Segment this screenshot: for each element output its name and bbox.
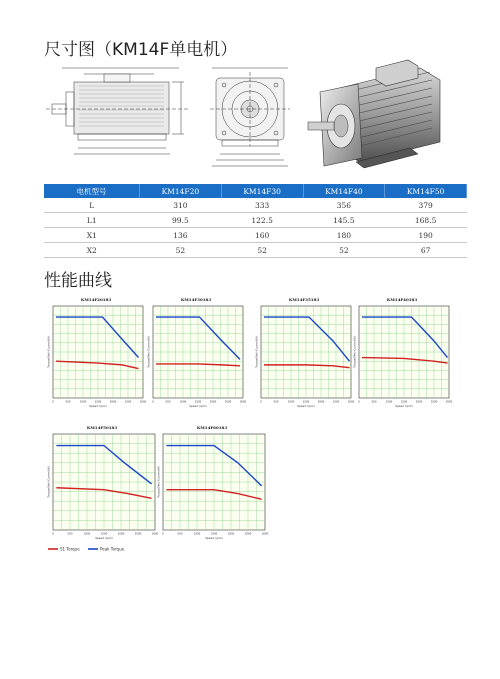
table-row xyxy=(44,228,467,243)
x-axis-label: Speed (rpm) xyxy=(189,404,207,408)
table-cell: 52 xyxy=(221,243,303,258)
x-tick-label: 1500 xyxy=(302,400,310,404)
x-tick-label: 500 xyxy=(177,532,183,536)
chart-title: KM14F30183 xyxy=(180,297,212,302)
y-axis-label: Torque(Nm) Current(A) xyxy=(46,336,51,368)
x-tick-label: 1000 xyxy=(287,400,295,404)
x-tick-label: 2500 xyxy=(224,400,232,404)
table-cell: 122.5 xyxy=(221,213,303,228)
chart-canvas xyxy=(46,296,146,410)
table-cell: L1 xyxy=(44,213,140,228)
y-axis-label: Torque(Nm) Current(A) xyxy=(254,336,259,368)
x-tick-label: 3000 xyxy=(139,400,146,404)
motor-3d-render xyxy=(300,50,450,180)
x-tick-label: 1500 xyxy=(210,532,218,536)
x-axis-label: Speed (rpm) xyxy=(297,404,315,408)
chart-canvas xyxy=(254,296,354,410)
x-tick-label: 3000 xyxy=(239,400,246,404)
spec-table-header-cell: KM14F40 xyxy=(303,184,385,198)
chart-title: KM14F60183 xyxy=(196,425,228,430)
table-row xyxy=(44,198,467,213)
x-tick-label: 0 xyxy=(52,400,54,404)
table-cell: X1 xyxy=(44,228,140,243)
x-tick-label: 2500 xyxy=(124,400,132,404)
x-tick-label: 2000 xyxy=(415,400,423,404)
spec-table-header-cell: KM14F30 xyxy=(221,184,303,198)
table-cell: 168.5 xyxy=(385,213,467,228)
x-tick-label: 500 xyxy=(165,400,171,404)
x-tick-label: 1000 xyxy=(179,400,187,404)
table-row xyxy=(44,213,467,228)
x-tick-label: 2000 xyxy=(227,532,235,536)
x-tick-label: 500 xyxy=(273,400,279,404)
curves-title: 性能曲线 xyxy=(44,271,112,291)
x-axis-label: Speed (rpm) xyxy=(395,404,413,408)
x-tick-label: 500 xyxy=(67,532,73,536)
performance-chart xyxy=(254,296,354,410)
x-axis-label: Speed (rpm) xyxy=(95,536,113,540)
x-tick-label: 2000 xyxy=(209,400,217,404)
x-axis-label: Speed (rpm) xyxy=(205,536,223,540)
dimension-title: 尺寸图（KM14F单电机） xyxy=(44,40,238,60)
chart-canvas xyxy=(156,424,268,542)
x-tick-label: 2000 xyxy=(117,532,125,536)
motor-side-view-drawing xyxy=(44,62,194,162)
y-axis-label: Torque(Nm) Current(A) xyxy=(156,466,161,498)
spec-table-header-row xyxy=(44,184,467,198)
x-tick-label: 500 xyxy=(65,400,71,404)
table-cell: 67 xyxy=(385,243,467,258)
x-tick-label: 0 xyxy=(358,400,360,404)
x-tick-label: 2500 xyxy=(244,532,252,536)
chart-legend xyxy=(48,545,168,553)
performance-chart xyxy=(46,296,146,410)
table-cell: 52 xyxy=(303,243,385,258)
chart-title: KM14F40183 xyxy=(386,297,418,302)
x-tick-label: 1000 xyxy=(83,532,91,536)
performance-chart xyxy=(156,424,268,542)
x-tick-label: 3000 xyxy=(261,532,268,536)
x-tick-label: 1000 xyxy=(193,532,201,536)
table-row xyxy=(44,243,467,258)
performance-chart xyxy=(46,424,158,542)
legend-label: Peak Torque xyxy=(100,546,125,552)
x-tick-label: 2000 xyxy=(109,400,117,404)
x-tick-label: 2500 xyxy=(332,400,340,404)
table-cell: 379 xyxy=(385,198,467,213)
table-cell: 333 xyxy=(221,198,303,213)
table-cell: 356 xyxy=(303,198,385,213)
x-tick-label: 1500 xyxy=(94,400,102,404)
chart-title: KM14F20183 xyxy=(80,297,112,302)
chart-title: KM14F50183 xyxy=(86,425,118,430)
x-tick-label: 3000 xyxy=(347,400,354,404)
table-cell: X2 xyxy=(44,243,140,258)
x-tick-label: 1500 xyxy=(100,532,108,536)
performance-chart xyxy=(352,296,452,410)
table-cell: 145.5 xyxy=(303,213,385,228)
table-cell: L xyxy=(44,198,140,213)
x-tick-label: 2500 xyxy=(430,400,438,404)
chart-canvas xyxy=(352,296,452,410)
y-axis-label: Torque(Nm) Current(A) xyxy=(146,336,151,368)
x-tick-label: 1500 xyxy=(194,400,202,404)
table-cell: 190 xyxy=(385,228,467,243)
x-tick-label: 0 xyxy=(162,532,164,536)
x-tick-label: 0 xyxy=(52,532,54,536)
x-tick-label: 0 xyxy=(152,400,154,404)
spec-table-header-cell: KM14F50 xyxy=(385,184,467,198)
table-cell: 310 xyxy=(140,198,222,213)
chart-canvas xyxy=(146,296,246,410)
performance-chart xyxy=(146,296,246,410)
y-axis-label: Torque(Nm) Current(A) xyxy=(352,336,357,368)
x-tick-label: 3000 xyxy=(151,532,158,536)
table-cell: 160 xyxy=(221,228,303,243)
x-tick-label: 3000 xyxy=(445,400,452,404)
x-tick-label: 500 xyxy=(371,400,377,404)
x-tick-label: 1000 xyxy=(79,400,87,404)
table-cell: 136 xyxy=(140,228,222,243)
spec-table xyxy=(44,184,467,258)
x-tick-label: 1000 xyxy=(385,400,393,404)
table-cell: 99.5 xyxy=(140,213,222,228)
spec-table-header-cell: KM14F20 xyxy=(140,184,222,198)
table-cell: 180 xyxy=(303,228,385,243)
chart-title: KM14F35183 xyxy=(288,297,320,302)
x-tick-label: 0 xyxy=(260,400,262,404)
motor-front-view-drawing xyxy=(200,62,300,172)
x-axis-label: Speed (rpm) xyxy=(89,404,107,408)
y-axis-label: Torque(Nm) Current(A) xyxy=(46,466,51,498)
x-tick-label: 2500 xyxy=(134,532,142,536)
x-tick-label: 2000 xyxy=(317,400,325,404)
spec-table-header-cell: 电机型号 xyxy=(44,184,140,198)
chart-canvas xyxy=(46,424,158,542)
x-tick-label: 1500 xyxy=(400,400,408,404)
legend-label: S1 Torque xyxy=(60,546,80,552)
table-cell: 52 xyxy=(140,243,222,258)
